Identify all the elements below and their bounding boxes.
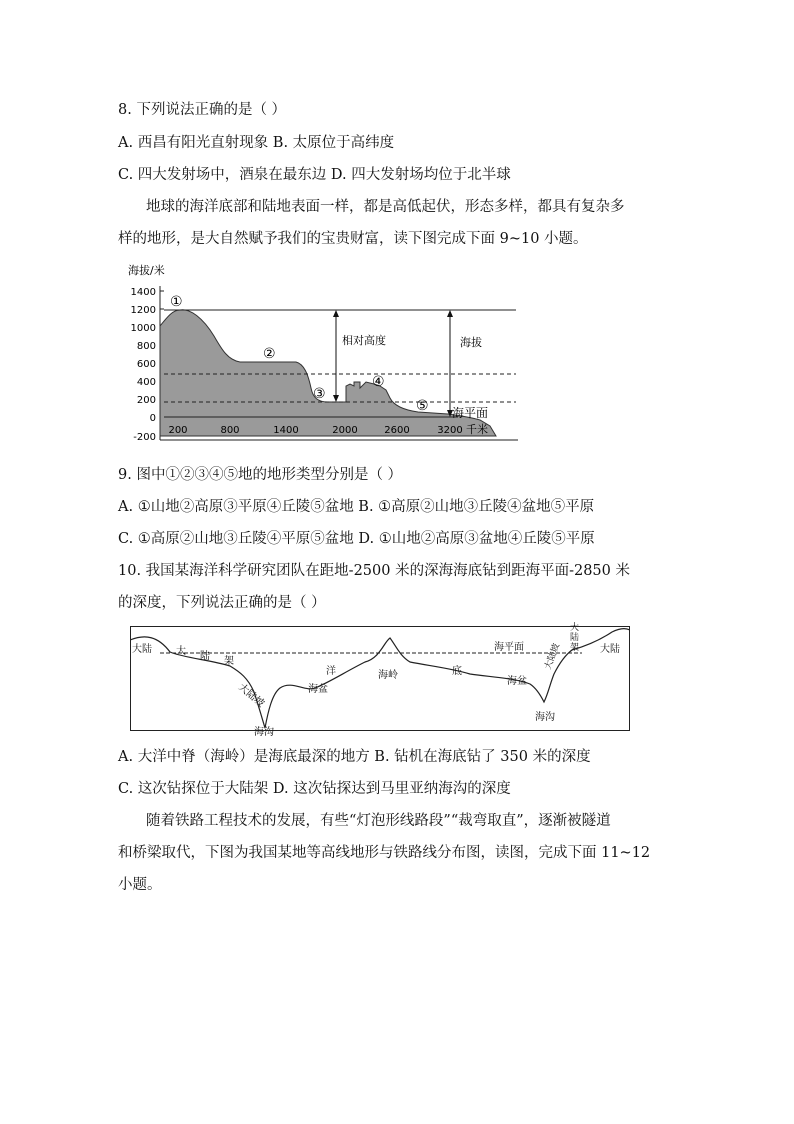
fig1-ytick: 0: [149, 413, 156, 424]
sea-level-label: 海平面: [452, 406, 489, 420]
q10-options-ab: A. 大洋中脊（海岭）是海底最深的地方 B. 钻机在海底钻了 350 米的深度: [118, 749, 591, 765]
q9-options-ab: A. ①山地②高原③平原④丘陵⑤盆地 B. ①高原②山地③丘陵④盆地⑤平原: [118, 499, 595, 515]
intro-11-12-line2: 和桥梁取代，下图为我国某地等高线地形与铁路线分布图，读图，完成下面 11~12: [118, 845, 651, 861]
q10-stem-line2: 的深度，下列说法正确的是（ ）: [118, 595, 326, 611]
q10-stem-line1: 10. 我国某海洋科学研究团队在距地-2500 米的深海海底钻到距海平面-2850 米: [118, 563, 630, 579]
shelf-char-2: 陆: [200, 651, 210, 662]
q9-options-cd: C. ①高原②山地③丘陵④平原⑤盆地 D. ①山地②高原③盆地④丘陵⑤平原: [118, 531, 595, 547]
intro-9-10-line2: 样的地形，是大自然赋予我们的宝贵财富，读下图完成下面 9~10 小题。: [118, 231, 588, 247]
ridge-label: 海岭: [378, 670, 398, 681]
ocean-floor-figure: [130, 622, 630, 738]
marker-1: ①: [170, 294, 183, 310]
shelf-char-1: 大: [176, 646, 186, 657]
intro-11-12-line1: 随着铁路工程技术的发展，有些“灯泡形线路段”“裁弯取直”，逐渐被隧道: [146, 813, 611, 829]
fig1-ytick: -200: [133, 432, 156, 442]
marker-4: ④: [372, 374, 385, 390]
basin-left-label: 海盆: [308, 684, 328, 695]
ocean-char-2: 底: [452, 666, 462, 677]
continent-left-label: 大陆: [132, 644, 152, 655]
terrain-profile-figure: [118, 258, 528, 442]
ocean-char-1: 洋: [326, 666, 336, 677]
fig1-ytick: 400: [136, 377, 156, 388]
fig1-ytick: 800: [136, 341, 156, 352]
fig1-xtick: 3200: [437, 425, 463, 436]
basin-right-label: 海盆: [507, 676, 527, 687]
trench-left-label: 海沟: [254, 727, 274, 738]
fig1-ytick: 1000: [130, 323, 156, 334]
shelf-right-label-1: 大: [570, 623, 580, 633]
fig1-xunit: 千米: [466, 423, 488, 436]
marker-5: ⑤: [416, 398, 429, 414]
trench-right-label: 海沟: [535, 712, 555, 723]
q8-options-cd: C. 四大发射场中，酒泉在最东边 D. 四大发射场均位于北半球: [118, 167, 511, 183]
shelf-right-label-3: 架: [570, 643, 580, 653]
continent-right-label: 大陆: [600, 644, 620, 655]
marker-3: ③: [313, 386, 326, 402]
fig1-ytick: 1400: [130, 287, 156, 298]
fig1-xtick: 200: [168, 425, 188, 436]
fig1-ylabel: 海拔/米: [128, 264, 165, 277]
intro-9-10-line1: 地球的海洋底部和陆地表面一样，都是高低起伏，形态多样，都具有复杂多: [146, 199, 625, 215]
fig1-xtick: 2600: [384, 425, 410, 436]
fig1-xtick: 1400: [273, 425, 299, 436]
slope-right-label: 大陆坡: [543, 642, 563, 672]
q10-options-cd: C. 这次钻探位于大陆架 D. 这次钻探达到马里亚纳海沟的深度: [118, 781, 511, 797]
sea-level-label-fig2: 海平面: [494, 642, 524, 653]
altitude-label: 海拔: [460, 336, 482, 349]
shelf-right-label-2: 陆: [570, 633, 580, 643]
intro-11-12-line3: 小题。: [118, 877, 162, 893]
fig1-yticks: [131, 287, 156, 442]
fig1-ytick: 1200: [130, 305, 156, 316]
fig1-xtick: 2000: [332, 425, 358, 436]
relative-height-label: 相对高度: [342, 334, 386, 347]
fig1-xtick: 800: [220, 425, 240, 436]
q8-stem: 8. 下列说法正确的是（ ）: [118, 102, 287, 118]
marker-2: ②: [263, 346, 276, 362]
fig1-ytick: 600: [136, 359, 156, 370]
q8-options-ab: A. 西昌有阳光直射现象 B. 太原位于高纬度: [118, 135, 395, 151]
fig1-ytick: 200: [136, 395, 156, 406]
q9-stem: 9. 图中①②③④⑤地的地形类型分别是（ ）: [118, 467, 403, 483]
shelf-char-3: 架: [224, 656, 234, 667]
slope-left-label: 大陆坡: [236, 681, 267, 710]
